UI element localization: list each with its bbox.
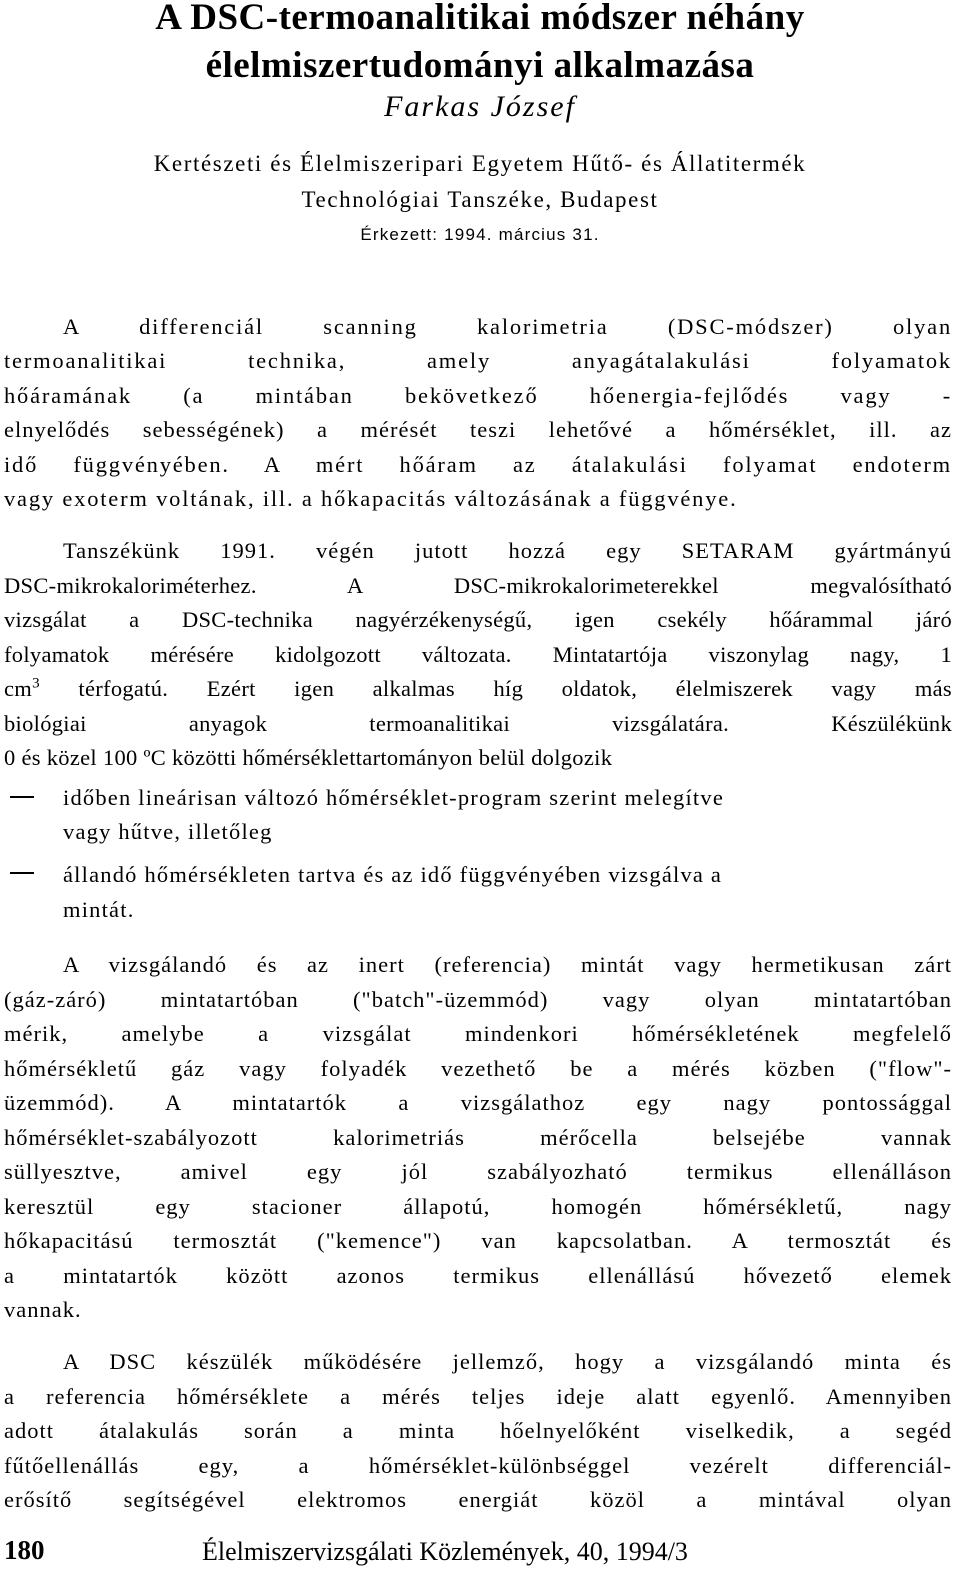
list-item-1-line-2: vagy hűtve, illetőleg xyxy=(63,819,273,844)
cm-unit: cm xyxy=(4,676,33,701)
paragraph-3-line: keresztül egy stacioner állapotú, homogén hőmérsékletű, nagy xyxy=(4,1194,952,1219)
affiliation-line-2: Technológiai Tanszéke, Budapest xyxy=(301,187,659,212)
paragraph-3-line: mérik, amelybe a vizsgálat mindenkori hőmérsékletének megfelelő xyxy=(4,1021,952,1046)
list-item-2-line-1: állandó hőmérsékleten tartva és az idő függvényében vizsgálva a xyxy=(63,862,723,887)
paragraph-3-line: (gáz-záró) mintatartóban ("batch"-üzemmód) vagy olyan mintatartóban xyxy=(4,987,952,1012)
paragraph-3-line: üzemmód). A mintatartók a vizsgálathoz egy nagy pontossággal xyxy=(4,1090,952,1115)
page-number: 180 xyxy=(4,1535,45,1565)
paragraph-2-line: folyamatok mérésére kidolgozott változata. Mintatartója viszonylag nagy, 1 xyxy=(4,642,952,667)
paragraph-2-line: 0 és közel 100 ºC közötti hőmérséklettartományon belül dolgozik xyxy=(4,745,613,770)
paragraph-1-line: hőáramának (a mintában bekövetkező hőenergia-fejlődés vagy - xyxy=(4,383,952,408)
paragraph-1-line: idő függvényében. A mért hőáram az átalakulási folyamat endoterm xyxy=(4,452,952,477)
received-date: Érkezett: 1994. március 31. xyxy=(360,225,600,244)
author: Farkas József xyxy=(384,90,576,123)
cm-exponent: 3 xyxy=(32,675,40,692)
cm-rest: térfogatú. Ezért igen alkalmas híg oldatok, élelmiszerek vagy más xyxy=(39,676,952,701)
paragraph-2-line: Tanszékünk 1991. végén jutott hozzá egy SETARAM gyártmányú xyxy=(63,538,952,563)
journal-citation: Élelmiszervizsgálati Közlemények, 40, 1994/3 xyxy=(202,1537,688,1566)
paragraph-3-line: süllyesztve, amivel egy jól szabályozható termikus ellenálláson xyxy=(4,1159,952,1184)
list-dash-icon xyxy=(10,872,34,874)
paragraph-1-line: termoanalitikai technika, amely anyagátalakulási folyamatok xyxy=(4,348,952,373)
paragraph-3-line: a mintatartók között azonos termikus ellenállású hővezető elemek xyxy=(4,1263,952,1288)
list-dash-icon xyxy=(10,796,34,798)
paragraph-4-line: A DSC készülék működésére jellemző, hogy a vizsgálandó minta és xyxy=(63,1349,952,1374)
paragraph-4-line: a referencia hőmérséklete a mérés teljes ideje alatt egyenlő. Amennyiben xyxy=(4,1384,952,1409)
list-item-2-line-2: mintát. xyxy=(63,897,135,922)
paragraph-3-line: hőmérsékletű gáz vagy folyadék vezethető be a mérés közben ("flow"- xyxy=(4,1056,952,1081)
paragraph-2-line: biológiai anyagok termoanalitikai vizsgálatára. Készülékünk xyxy=(4,711,952,736)
list-item-1-line-1: időben lineárisan változó hőmérséklet-program szerint melegítve xyxy=(63,785,725,810)
paragraph-3-line: hőkapacitású termosztát ("kemence") van kapcsolatban. A termosztát és xyxy=(4,1228,952,1253)
affiliation-line-1: Kertészeti és Élelmiszeripari Egyetem Hűtő- és Állatitermék xyxy=(153,151,807,176)
paragraph-2-line-cm xyxy=(4,674,952,704)
article-title-line-2: élelmiszertudományi alkalmazása xyxy=(205,45,755,86)
paragraph-3-line: A vizsgálandó és az inert (referencia) mintát vagy hermetikusan zárt xyxy=(63,952,952,977)
paragraph-2-line: vizsgálat a DSC-technika nagyérzékenységű, igen csekély hőárammal járó xyxy=(4,607,952,632)
paragraph-1-line: vagy exoterm voltának, ill. a hőkapacitás változásának a függvénye. xyxy=(4,486,738,511)
paragraph-4-line: adott átalakulás során a minta hőelnyelőként viselkedik, a segéd xyxy=(4,1418,952,1443)
article-title-line-1: A DSC-termoanalitikai módszer néhány xyxy=(155,0,805,38)
paragraph-3-line: hőmérséklet-szabályozott kalorimetriás mérőcella belsejébe vannak xyxy=(4,1125,952,1150)
paragraph-4-line: fűtőellenállás egy, a hőmérséklet-különbséggel vezérelt differenciál- xyxy=(4,1453,952,1478)
paragraph-2-line: DSC-mikrokaloriméterhez. A DSC-mikrokalorimeterekkel megvalósítható xyxy=(4,573,952,598)
paragraph-3-line: vannak. xyxy=(4,1297,82,1322)
paragraph-4-line: erősítő segítségével elektromos energiát közöl a mintával olyan xyxy=(4,1487,952,1512)
paragraph-1-line: elnyelődés sebességének) a mérését teszi lehetővé a hőmérséklet, ill. az xyxy=(4,417,952,442)
paragraph-1-line: A differenciál scanning kalorimetria (DSC-módszer) olyan xyxy=(63,314,952,339)
